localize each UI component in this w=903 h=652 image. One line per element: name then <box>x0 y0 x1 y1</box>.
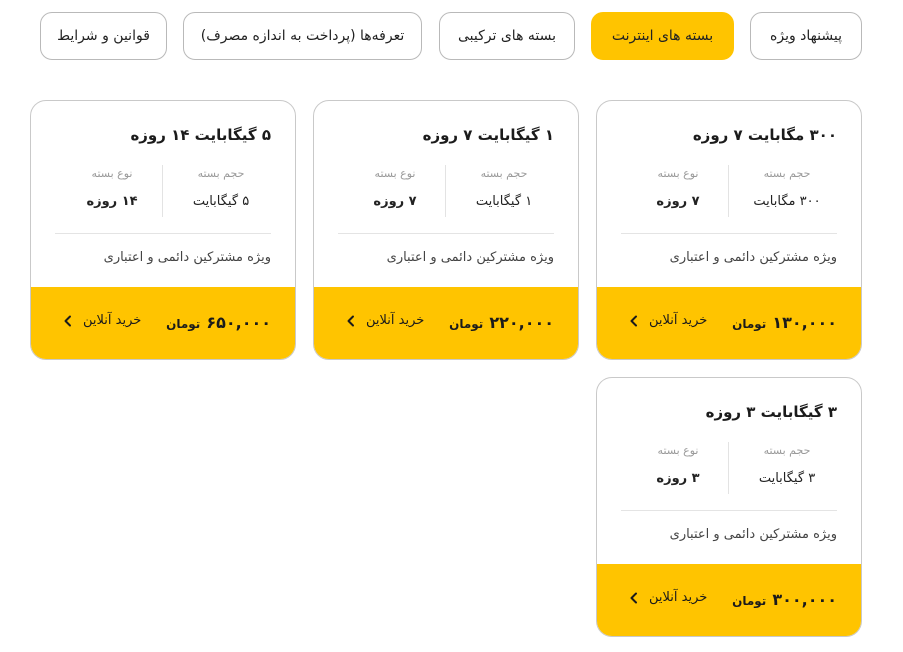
package-type <box>628 444 728 486</box>
buy-online-label: خرید آنلاین <box>649 313 708 328</box>
size-label: حجم بسته <box>763 444 811 457</box>
spec-divider <box>728 165 729 217</box>
type-label: نوع بسته <box>374 167 416 180</box>
package-note: ویژه مشترکین دائمی و اعتباری <box>103 250 271 265</box>
tab-tariffs[interactable] <box>183 12 422 60</box>
price-value: ۱۳۰,۰۰۰ <box>772 313 837 332</box>
package-title: ۵ گیگابایت ۱۴ روزه <box>130 126 271 144</box>
price <box>732 313 837 332</box>
size-value: ۵ گیگابایت <box>192 194 250 209</box>
type-label: نوع بسته <box>657 167 699 180</box>
tab-combo-packages[interactable] <box>439 12 575 60</box>
card-footer <box>314 287 578 359</box>
price <box>732 590 837 609</box>
tab-label: قوانین و شرایط <box>57 28 150 44</box>
buy-online-button[interactable] <box>629 313 707 328</box>
package-type <box>628 167 728 209</box>
price-value: ۶۵۰,۰۰۰ <box>206 313 271 332</box>
package-title: ۱ گیگابایت ۷ روزه <box>422 126 554 144</box>
currency-label: تومان <box>449 317 484 331</box>
package-card <box>596 377 862 637</box>
card-divider <box>621 233 837 234</box>
price-value: ۳۰۰,۰۰۰ <box>772 590 837 609</box>
size-value: ۳۰۰ مگابایت <box>753 194 821 209</box>
price <box>449 313 554 332</box>
package-note: ویژه مشترکین دائمی و اعتباری <box>669 250 837 265</box>
spec-divider <box>162 165 163 217</box>
card-divider <box>55 233 271 234</box>
size-value: ۳ گیگابایت <box>758 471 816 486</box>
buy-online-label: خرید آنلاین <box>649 590 708 605</box>
size-label: حجم بسته <box>197 167 245 180</box>
tab-label: تعرفه‌ها (پرداخت به اندازه مصرف) <box>200 28 405 44</box>
size-label: حجم بسته <box>763 167 811 180</box>
type-value: ۷ روزه <box>373 194 417 209</box>
package-size <box>737 444 837 486</box>
spec-divider <box>728 442 729 494</box>
tab-terms[interactable] <box>40 12 167 60</box>
package-type <box>345 167 445 209</box>
chevron-left-icon <box>629 592 639 604</box>
package-card <box>313 100 579 360</box>
tab-special-offer[interactable] <box>750 12 862 60</box>
card-footer <box>597 287 861 359</box>
buy-online-button[interactable] <box>346 313 424 328</box>
package-size <box>454 167 554 209</box>
package-card <box>596 100 862 360</box>
tab-internet-packages[interactable] <box>591 12 734 60</box>
package-title: ۳۰۰ مگابایت ۷ روزه <box>692 126 837 144</box>
buy-online-button[interactable] <box>629 590 707 605</box>
currency-label: تومان <box>732 317 767 331</box>
currency-label: تومان <box>166 317 201 331</box>
type-label: نوع بسته <box>91 167 133 180</box>
type-value: ۷ روزه <box>656 194 700 209</box>
package-size <box>737 167 837 209</box>
tab-label: پیشنهاد ویژه <box>770 28 842 44</box>
card-footer <box>597 564 861 636</box>
type-label: نوع بسته <box>657 444 699 457</box>
buy-online-label: خرید آنلاین <box>366 313 425 328</box>
size-label: حجم بسته <box>480 167 528 180</box>
price-value: ۲۲۰,۰۰۰ <box>489 313 554 332</box>
type-value: ۱۴ روزه <box>86 194 138 209</box>
price <box>166 313 271 332</box>
tab-label: بسته های ترکیبی <box>457 28 557 44</box>
currency-label: تومان <box>732 594 767 608</box>
card-divider <box>621 510 837 511</box>
size-value: ۱ گیگابایت <box>475 194 533 209</box>
package-note: ویژه مشترکین دائمی و اعتباری <box>386 250 554 265</box>
chevron-left-icon <box>346 315 356 327</box>
package-size <box>171 167 271 209</box>
tab-label: بسته های اینترنت <box>611 28 714 44</box>
buy-online-button[interactable] <box>63 313 141 328</box>
card-divider <box>338 233 554 234</box>
spec-divider <box>445 165 446 217</box>
card-footer <box>31 287 295 359</box>
package-card <box>30 100 296 360</box>
package-note: ویژه مشترکین دائمی و اعتباری <box>669 527 837 542</box>
type-value: ۳ روزه <box>656 471 700 486</box>
package-type <box>62 167 162 209</box>
buy-online-label: خرید آنلاین <box>83 313 142 328</box>
chevron-left-icon <box>63 315 73 327</box>
chevron-left-icon <box>629 315 639 327</box>
package-title: ۳ گیگابایت ۳ روزه <box>705 403 837 421</box>
